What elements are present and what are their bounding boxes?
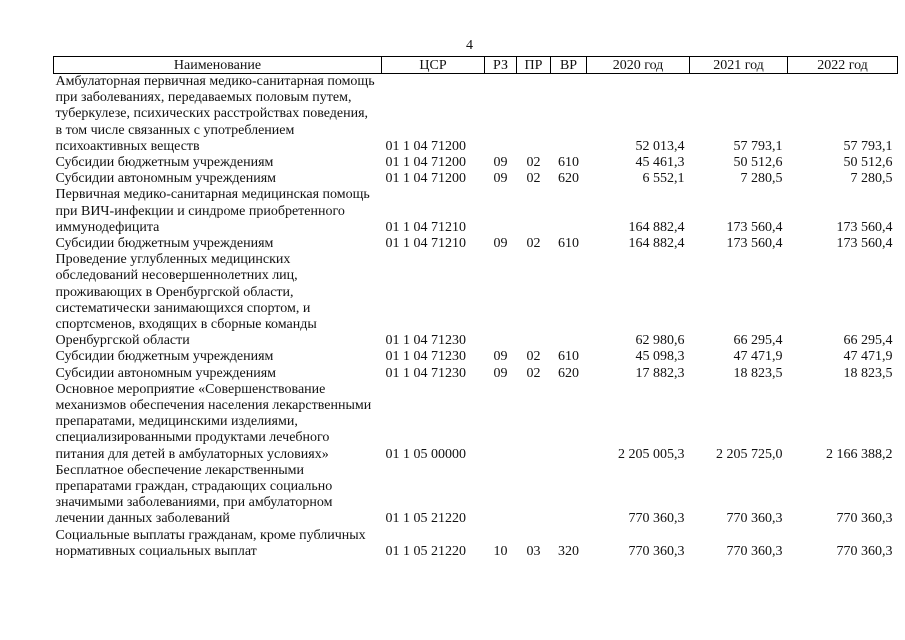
row-vr: 610 (558, 349, 579, 365)
row-pr (517, 74, 551, 156)
row-2020: 6 552,1 (642, 171, 685, 187)
row-name: Первичная медико-санитарная медицинская помощь при ВИЧ-инфекции и синдроме приобретенного иммунодефицита (55, 187, 370, 235)
table-row (54, 349, 898, 365)
row-csr: 01 1 04 71200 (385, 171, 466, 187)
row-2022: 770 360,3 (836, 543, 893, 559)
row-2020: 2 205 005,3 (618, 446, 685, 462)
row-name: Амбулаторная первичная медико-санитарная помощь при заболеваниях, передаваемых половым путем, туберкулезе, психических расстройствах поведения, в том числе связанных с употреблением психоактивных веществ (55, 74, 375, 154)
row-vr (551, 74, 587, 156)
row-vr (551, 187, 587, 236)
row-pr: 02 (526, 171, 541, 187)
row-rz: 09 (493, 236, 508, 252)
row-name: Субсидии бюджетным учреждениям (55, 236, 274, 252)
table-row (54, 236, 898, 252)
header-2022: 2022 год (788, 57, 898, 74)
row-rz: 09 (493, 365, 508, 381)
row-2022: 47 471,9 (843, 349, 893, 365)
table-row (54, 171, 898, 187)
row-vr (551, 252, 587, 349)
row-pr: 02 (526, 349, 541, 365)
row-csr: 01 1 04 71200 (385, 138, 466, 154)
row-2020: 164 882,4 (628, 219, 685, 235)
row-rz (485, 382, 517, 463)
row-vr: 620 (558, 365, 579, 381)
row-name: Основное мероприятие «Совершенствование механизмов обеспечения населения лекарственными препаратами, медицинскими изделиями, специализированными продуктами лечебного питания для детей в амбулаторных условиях» (55, 381, 372, 462)
row-2021: 173 560,4 (726, 219, 783, 235)
header-2020: 2020 год (587, 57, 690, 74)
row-2020: 45 461,3 (635, 155, 685, 171)
table-row (54, 252, 898, 349)
row-2022: 7 280,5 (850, 171, 893, 187)
row-rz: 09 (493, 171, 508, 187)
row-2021: 770 360,3 (726, 543, 783, 559)
row-2022: 2 166 388,2 (826, 446, 893, 462)
row-vr: 320 (558, 543, 579, 559)
row-2021: 173 560,4 (726, 236, 783, 252)
table-row (54, 463, 898, 528)
row-csr: 01 1 04 71230 (385, 333, 466, 349)
table-row (54, 155, 898, 171)
header-csr: ЦСР (382, 57, 485, 74)
row-rz: 10 (493, 543, 508, 559)
row-pr: 02 (526, 236, 541, 252)
row-2022: 50 512,6 (843, 155, 893, 171)
row-name: Субсидии бюджетным учреждениям (55, 155, 274, 171)
row-csr: 01 1 05 21220 (385, 543, 466, 559)
row-csr: 01 1 04 71200 (385, 155, 466, 171)
row-2020: 770 360,3 (628, 511, 685, 527)
row-2021: 770 360,3 (726, 511, 783, 527)
row-csr: 01 1 04 71230 (385, 349, 466, 365)
row-2021: 18 823,5 (733, 365, 783, 381)
row-name: Субсидии бюджетным учреждениям (55, 349, 274, 365)
header-rz: РЗ (485, 57, 517, 74)
row-2020: 164 882,4 (628, 236, 685, 252)
row-2022: 770 360,3 (836, 511, 893, 527)
row-csr: 01 1 04 71210 (385, 219, 466, 235)
row-rz (485, 252, 517, 349)
row-2022: 57 793,1 (843, 138, 893, 154)
row-vr: 610 (558, 236, 579, 252)
row-2022: 66 295,4 (843, 333, 893, 349)
row-2021: 66 295,4 (733, 333, 783, 349)
header-name: Наименование (54, 57, 382, 74)
row-vr (551, 463, 587, 528)
row-pr (517, 252, 551, 349)
table-row (54, 366, 898, 382)
header-2021: 2021 год (690, 57, 788, 74)
row-pr: 02 (526, 155, 541, 171)
table-row (54, 382, 898, 463)
table-row (54, 187, 898, 236)
row-2020: 17 882,3 (635, 365, 685, 381)
row-name: Субсидии автономным учреждениям (55, 365, 277, 381)
row-csr: 01 1 04 71230 (385, 365, 466, 381)
row-rz: 09 (493, 349, 508, 365)
row-vr: 620 (558, 171, 579, 187)
row-csr: 01 1 05 00000 (385, 446, 466, 462)
row-rz: 09 (493, 155, 508, 171)
row-pr: 03 (526, 543, 541, 559)
row-2020: 52 013,4 (635, 138, 685, 154)
row-2020: 770 360,3 (628, 543, 685, 559)
row-vr (551, 382, 587, 463)
table-header-row (54, 57, 898, 74)
header-vr: ВР (551, 57, 587, 74)
row-2020: 62 980,6 (635, 333, 685, 349)
row-2022: 173 560,4 (836, 219, 893, 235)
header-pr: ПР (517, 57, 551, 74)
row-2021: 7 280,5 (740, 171, 783, 187)
row-2022: 18 823,5 (843, 365, 893, 381)
row-pr: 02 (526, 365, 541, 381)
row-rz (485, 463, 517, 528)
row-2020: 45 098,3 (635, 349, 685, 365)
row-rz (485, 74, 517, 156)
row-2021: 47 471,9 (733, 349, 783, 365)
row-csr: 01 1 05 21220 (385, 511, 466, 527)
row-name: Проведение углубленных медицинских обследований несовершеннолетних лиц, проживающих в Оренбургской области, систематически занимающихся спортом, и спортсменов, входящих в сборные команды Оренбургской области (55, 252, 317, 349)
row-rz (485, 187, 517, 236)
table-row (54, 74, 898, 156)
page-number: 4 (466, 38, 473, 53)
budget-table (53, 56, 898, 560)
row-2021: 57 793,1 (733, 138, 783, 154)
row-vr: 610 (558, 155, 579, 171)
row-name: Социальные выплаты гражданам, кроме публичных нормативных социальных выплат (55, 527, 366, 559)
row-pr (517, 382, 551, 463)
row-pr (517, 187, 551, 236)
row-2021: 2 205 725,0 (716, 446, 783, 462)
row-name: Субсидии автономным учреждениям (55, 171, 277, 187)
row-name: Бесплатное обеспечение лекарственными препаратами граждан, страдающих социально значимыми заболеваниями, при амбулаторном лечении данных заболеваний (55, 462, 333, 527)
table-row (54, 528, 898, 560)
row-2022: 173 560,4 (836, 236, 893, 252)
row-csr: 01 1 04 71210 (385, 236, 466, 252)
row-pr (517, 463, 551, 528)
row-2021: 50 512,6 (733, 155, 783, 171)
